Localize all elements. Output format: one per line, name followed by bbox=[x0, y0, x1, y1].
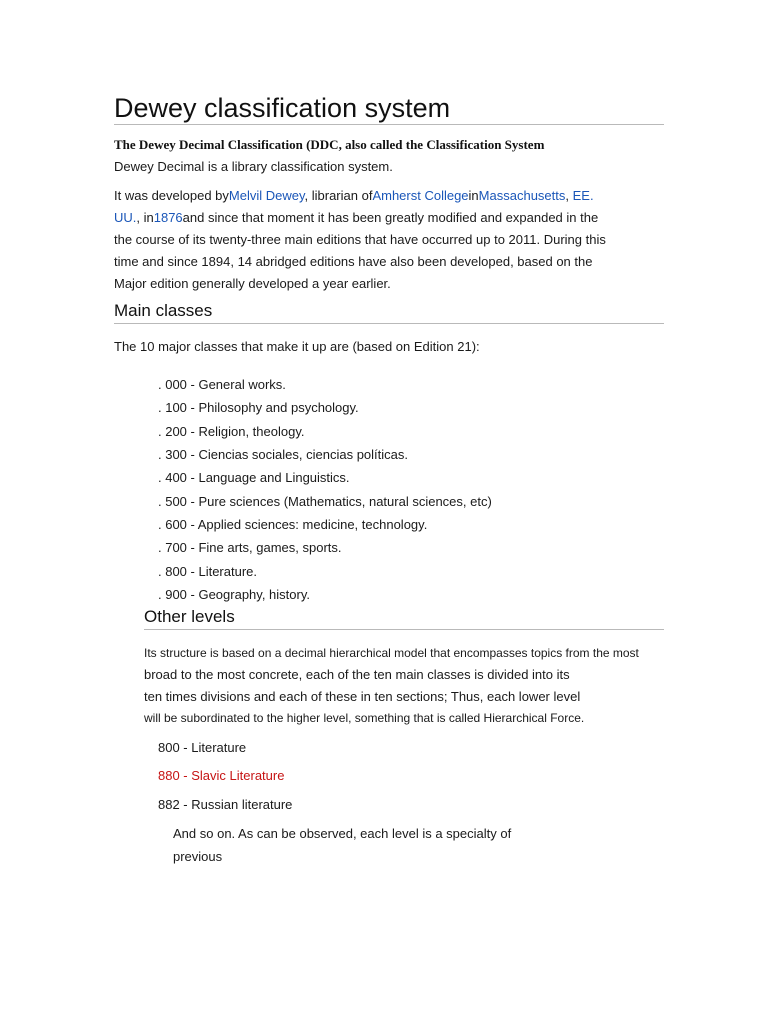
para1-text: , librarian of bbox=[304, 188, 373, 203]
ee-uu-link[interactable]: EE. bbox=[572, 188, 594, 203]
other-levels-divider bbox=[144, 629, 664, 630]
class-item: . 700 - Fine arts, games, sports. bbox=[158, 540, 342, 555]
para1-text: in bbox=[468, 188, 479, 203]
ee-uu-link-cont[interactable]: UU. bbox=[114, 210, 137, 225]
main-classes-heading: Main classes bbox=[114, 301, 213, 320]
para1-line1 bbox=[114, 188, 594, 204]
closing-line1: And so on. As can be observed, each level is a specialty of bbox=[173, 826, 512, 841]
other-levels-line: broad to the most concrete, each of the ten main classes is divided into its bbox=[144, 667, 570, 682]
para1-line2 bbox=[114, 210, 598, 226]
class-item: . 300 - Ciencias sociales, ciencias políticas. bbox=[158, 447, 409, 462]
intro-text: Dewey Decimal is a library classification system. bbox=[114, 159, 393, 174]
bold-subtitle: The Dewey Decimal Classification (DDC, also called the Classification System bbox=[114, 137, 545, 152]
other-levels-line: will be subordinated to the higher level, something that is called Hierarchical Force. bbox=[144, 711, 585, 725]
main-classes-intro: The 10 major classes that make it up are (based on Edition 21): bbox=[114, 339, 480, 354]
melvil-dewey-link[interactable]: Melvil Dewey bbox=[228, 188, 305, 203]
class-item: . 500 - Pure sciences (Mathematics, natural sciences, etc) bbox=[158, 494, 492, 509]
class-item: . 100 - Philosophy and psychology. bbox=[158, 400, 359, 415]
class-item: . 000 - General works. bbox=[158, 377, 286, 392]
class-item: . 800 - Literature. bbox=[158, 564, 257, 579]
example-880-link[interactable]: 880 - Slavic Literature bbox=[158, 768, 285, 783]
main-classes-divider bbox=[114, 323, 664, 324]
para1-text: , bbox=[565, 188, 573, 203]
title-divider bbox=[114, 124, 664, 125]
class-item: . 600 - Applied sciences: medicine, technology. bbox=[158, 517, 428, 532]
example-882-link[interactable]: 882 - Russian literature bbox=[158, 797, 293, 812]
example-800-link[interactable]: 800 - Literature bbox=[158, 740, 247, 755]
closing-line2: previous bbox=[173, 849, 223, 864]
para1-text: and since that moment it has been greatly modified and expanded in the bbox=[182, 210, 599, 225]
massachusetts-link[interactable]: Massachusetts bbox=[478, 188, 566, 203]
page-title: Dewey classification system bbox=[114, 93, 451, 123]
class-item: . 400 - Language and Linguistics. bbox=[158, 470, 350, 485]
para1-text: It was developed by bbox=[114, 188, 229, 203]
amherst-college-link[interactable]: Amherst College bbox=[372, 188, 469, 203]
para1-line3: the course of its twenty-three main editions that have occurred up to 2011. During this bbox=[114, 232, 606, 247]
para1-line4: time and since 1894, 14 abridged editions have also been developed, based on the bbox=[114, 254, 593, 269]
other-levels-line: ten times divisions and each of these in ten sections; Thus, each lower level bbox=[144, 689, 581, 704]
para1-line5: Major edition generally developed a year earlier. bbox=[114, 276, 391, 291]
other-levels-heading: Other levels bbox=[144, 607, 235, 626]
year-1876-link[interactable]: 1876 bbox=[153, 210, 183, 225]
class-item: . 200 - Religion, theology. bbox=[158, 424, 305, 439]
other-levels-line: Its structure is based on a decimal hierarchical model that encompasses topics from the most bbox=[144, 646, 639, 660]
para1-text: , in bbox=[136, 210, 154, 225]
class-item: . 900 - Geography, history. bbox=[158, 587, 310, 602]
